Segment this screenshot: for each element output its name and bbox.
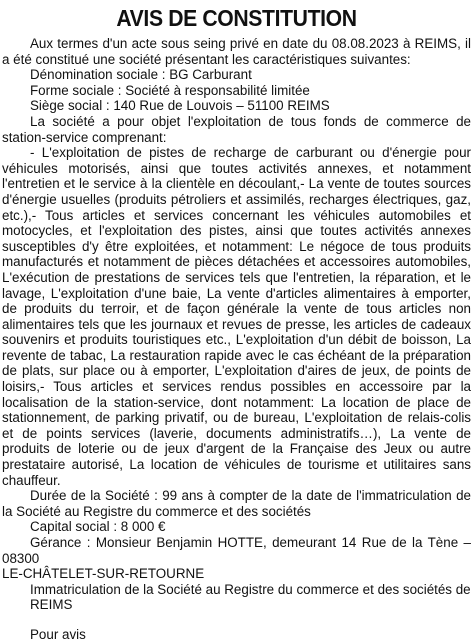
management-line: Gérance : Monsieur Benjamin HOTTE, demeurant 14 Rue de la Tène – 08300 [2,535,471,566]
notice-title: AVIS DE CONSTITUTION [116,5,357,31]
signature-line: Pour avis [30,626,86,642]
denomination-line: Dénomination sociale : BG Carburant [30,67,252,83]
management-address-line: LE-CHÂTELET-SUR-RETOURNE [2,566,205,582]
intro-paragraph: Aux termes d'un acte sous seing privé en date du 08.08.2023 à REIMS, il a été constitué une société présentant les caractéristiques suivantes: [2,36,471,67]
purpose-intro: La société a pour objet l'exploitation de tous fonds de commerce de station-service comprenant: [2,113,471,145]
head-office-line: Siège social : 140 Rue de Louvois – 51100 REIMS [30,98,330,114]
spacer [2,613,471,627]
purpose-detail: - L'exploitation de pistes de recharge de carburant ou d'énergie pour véhicules motorisés, ainsi que toutes activités annexes, et notamment l'entretien et le service à la clientèle en découlant,- La vente de toutes sources d'énergie usuelles (produits pétroliers et assimilés, recharges électriques, gaz, etc.),- Tous articles et services concernant les véhicules automobiles et motocycles, et l'exploitation des pistes, ainsi que toutes activités annexes susceptibles d'y être exploitées, et notamment: Le négoce de tous produits manufacturés et notamment de pièces détachées et accessoires automobiles, L'exécution de prestations de services tels que l'entretien, la réparation, et le lavage, L'exploitation d'une baie, La vente d'articles alimentaires à emporter, de produits du terroir, et de façon générale la vente de tous articles non alimentaires tels que les journaux et revues de presse, les articles de cadeaux souvenirs et produits touristiques etc., L'exploitation d'un débit de boisson, La revente de tabac, La restauration rapide avec le cas échéant de la préparation de plats, sur place ou à emporter, L'exploitation d'aires de jeux, de points de loisirs,- Tous articles et services rendus possibles en accessoire par la localisation de la station-service, dont notamment: La location de place de stationnement, de parking privatif, ou de bureau, L'exploitation de relais-colis et de points services (laverie, documents administratifs…), La vente de produits de loterie ou de jeux d'argent de la Française des Jeux ou autre prestataire autorisé, La location de véhicules de tourisme et utilitaires sans chauffeur. [2,145,471,488]
capital-line: Capital social : 8 000 € [30,519,166,535]
legal-form-line: Forme sociale : Société à responsabilité limitée [30,82,310,98]
duration-paragraph: Durée de la Société : 99 ans à compter de la date de l'immatriculation de la Société au Registre du commerce et des sociétés [2,488,471,519]
registration-line: Immatriculation de la Société au Registre du commerce et des sociétés de REIMS [30,581,471,613]
